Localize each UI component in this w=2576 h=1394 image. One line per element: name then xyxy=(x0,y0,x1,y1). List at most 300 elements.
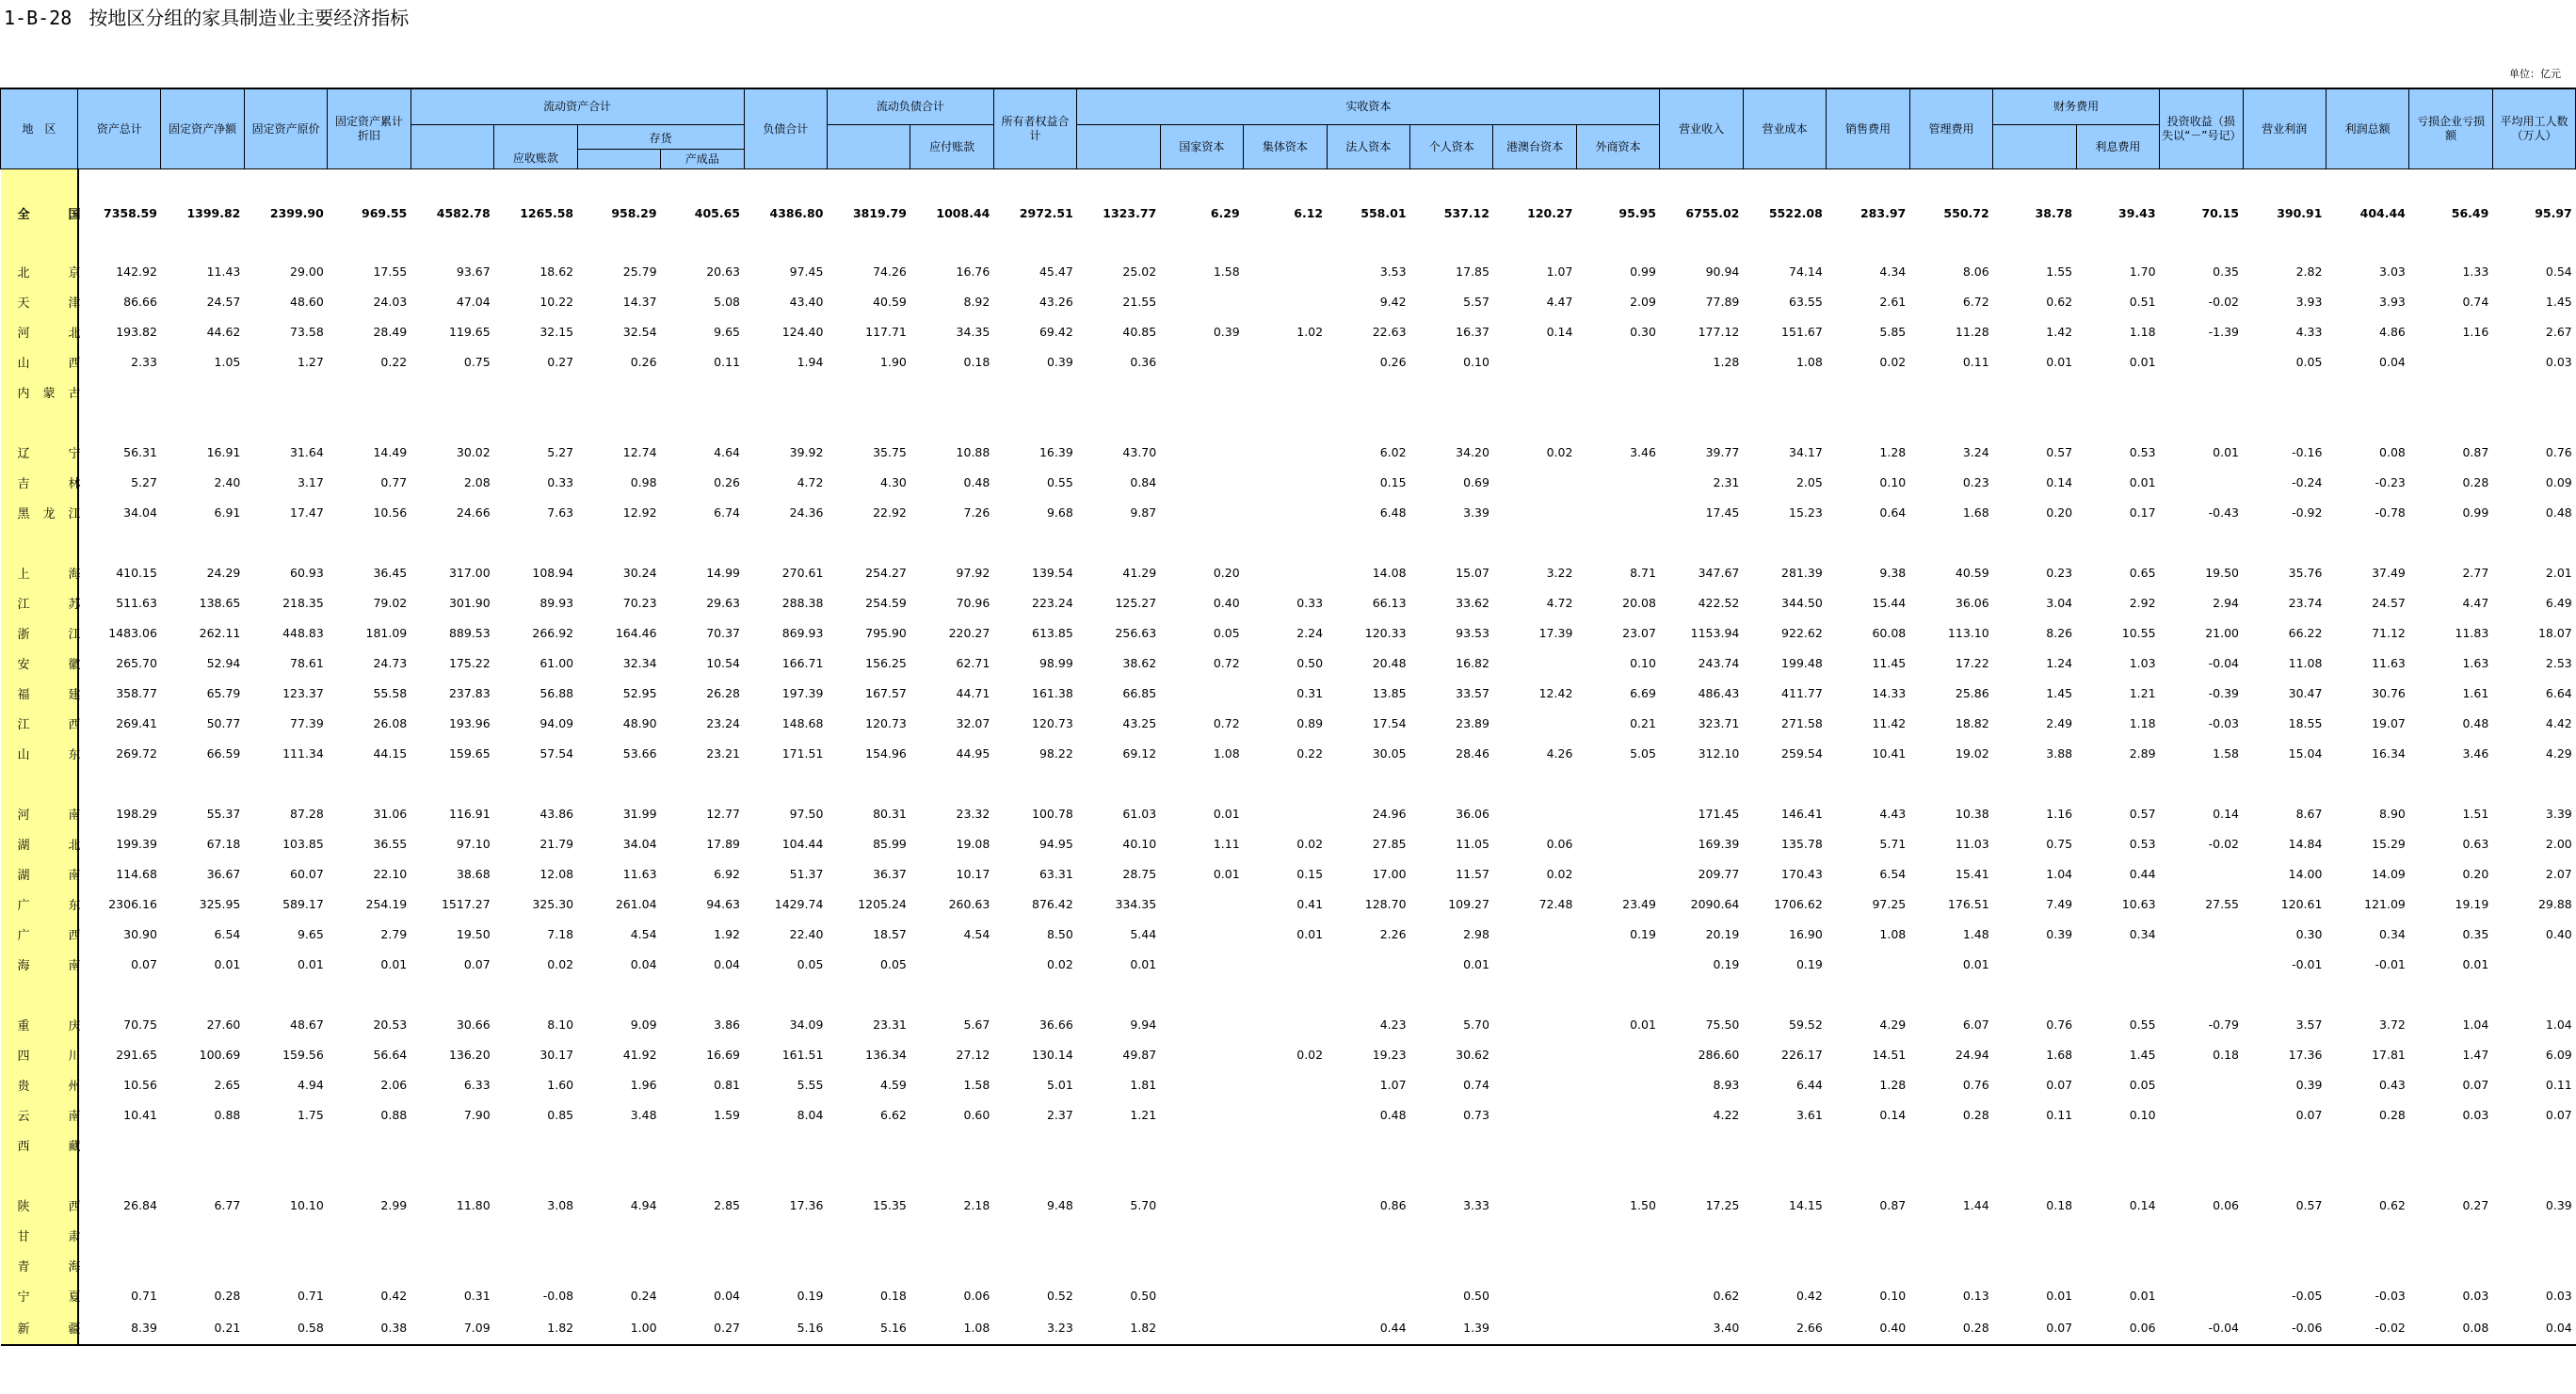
value-cell: 1.81 xyxy=(1130,1077,1157,1092)
region-cell: 河 南 xyxy=(1,798,78,828)
value-cell: 30.76 xyxy=(2372,685,2406,700)
value-cell xyxy=(1410,377,1493,407)
value-cell: 36.45 xyxy=(373,565,408,580)
value-cell: 1483.06 xyxy=(108,625,157,640)
value-cell: 94.95 xyxy=(1038,836,1073,851)
value-cell: 128.70 xyxy=(1364,896,1407,911)
value-cell: -0.01 xyxy=(2292,956,2323,971)
value-cell xyxy=(411,1130,493,1160)
value-cell: 25.79 xyxy=(622,264,657,279)
value-cell xyxy=(2409,377,2492,407)
value-cell xyxy=(1576,798,1660,828)
spacer-cell xyxy=(78,527,2576,557)
value-cell xyxy=(910,1130,993,1160)
value-cell: 2.65 xyxy=(214,1077,241,1092)
value-cell: 87.28 xyxy=(290,806,324,821)
region-cell xyxy=(1,768,78,798)
value-cell xyxy=(1576,1310,1660,1345)
value-cell: 34.35 xyxy=(956,324,990,339)
value-cell: 0.08 xyxy=(2409,1310,2492,1345)
value-cell: 7.90 xyxy=(463,1107,491,1122)
value-cell xyxy=(661,1220,744,1250)
value-cell: 969.55 xyxy=(362,205,408,220)
value-cell xyxy=(1493,1280,1576,1310)
region-cell: 广 西 xyxy=(1,919,78,949)
value-cell: 48.67 xyxy=(290,1017,324,1032)
value-cell xyxy=(744,377,827,407)
value-cell: 0.55 xyxy=(1046,474,1073,489)
value-cell xyxy=(1244,467,1327,497)
value-cell: 2.24 xyxy=(1296,625,1324,640)
value-cell: 7.49 xyxy=(2046,896,2073,911)
value-cell: 6.91 xyxy=(214,505,241,520)
value-cell xyxy=(2160,858,2243,889)
value-cell: 164.46 xyxy=(615,625,657,640)
value-cell xyxy=(1576,1099,1660,1130)
value-cell: 2.82 xyxy=(2295,264,2323,279)
value-cell: 154.96 xyxy=(865,745,907,761)
value-cell: 243.74 xyxy=(1698,655,1740,670)
value-cell: 226.17 xyxy=(1781,1047,1823,1062)
value-cell: 0.34 xyxy=(2379,926,2406,941)
value-cell: 14.09 xyxy=(2372,866,2406,881)
value-cell: 8.71 xyxy=(1630,565,1656,580)
value-cell: 0.52 xyxy=(1046,1288,1073,1303)
value-cell: -0.08 xyxy=(542,1288,574,1303)
value-cell: -0.23 xyxy=(2375,474,2406,489)
value-cell: 2.01 xyxy=(2545,565,2572,580)
value-cell: 17.25 xyxy=(1705,1197,1740,1212)
value-cell: 0.04 xyxy=(714,1288,741,1303)
value-cell xyxy=(1909,1130,1992,1160)
value-cell: 199.39 xyxy=(116,836,157,851)
value-cell: 26.28 xyxy=(706,685,741,700)
header-operating-profit: 营业利润 xyxy=(2243,88,2326,169)
value-cell xyxy=(1660,377,1743,407)
value-cell: 95.97 xyxy=(2535,205,2572,220)
value-cell: 17.54 xyxy=(1372,715,1407,730)
value-cell: 20.08 xyxy=(1622,595,1656,610)
value-cell: 12.92 xyxy=(622,505,657,520)
value-cell: 35.76 xyxy=(2288,565,2323,580)
value-cell xyxy=(2160,1250,2243,1280)
value-cell: 36.37 xyxy=(873,866,907,881)
value-cell: 0.05 xyxy=(2295,354,2323,369)
value-cell: 38.78 xyxy=(2035,205,2073,220)
value-cell: 0.04 xyxy=(630,956,657,971)
header-finance-expenses: 财务费用 xyxy=(1993,88,2160,125)
value-cell: 5.70 xyxy=(1130,1197,1157,1212)
value-cell: 161.38 xyxy=(1032,685,1073,700)
value-cell: 4.29 xyxy=(1879,1017,1907,1032)
value-cell: 3.24 xyxy=(1962,444,1989,459)
value-cell: 0.04 xyxy=(714,956,741,971)
value-cell: 44.62 xyxy=(206,324,241,339)
value-cell: 0.03 xyxy=(2545,1288,2572,1303)
value-cell: 0.55 xyxy=(2129,1017,2156,1032)
value-cell: 17.00 xyxy=(1372,866,1407,881)
value-cell xyxy=(1576,1220,1660,1250)
value-cell: 0.01 xyxy=(2129,474,2156,489)
header-individual-capital: 个人资本 xyxy=(1410,125,1493,169)
value-cell: 0.08 xyxy=(2379,444,2406,459)
value-cell xyxy=(2326,377,2408,407)
header-employees: 平均用工人数（万人） xyxy=(2492,88,2575,169)
value-cell: 1.94 xyxy=(797,354,824,369)
value-cell: 3.39 xyxy=(2545,806,2572,821)
value-cell: 148.68 xyxy=(781,715,824,730)
value-cell: 170.43 xyxy=(1781,866,1823,881)
value-cell: 11.80 xyxy=(456,1197,491,1212)
value-cell: 159.65 xyxy=(448,745,491,761)
value-cell: 18.57 xyxy=(873,926,907,941)
value-cell: 30.24 xyxy=(622,565,657,580)
value-cell: 0.72 xyxy=(1213,655,1240,670)
value-cell: 199.48 xyxy=(1781,655,1823,670)
value-cell: 28.49 xyxy=(373,324,408,339)
value-cell xyxy=(2409,346,2492,377)
header-admin-expenses: 管理费用 xyxy=(1909,88,1992,169)
value-cell: 6.07 xyxy=(1962,1017,1989,1032)
value-cell: 0.58 xyxy=(244,1310,327,1345)
value-cell xyxy=(2492,377,2575,407)
value-cell: 120.33 xyxy=(1364,625,1407,640)
value-cell xyxy=(1244,377,1327,407)
value-cell: 6.29 xyxy=(1210,205,1240,220)
value-cell xyxy=(577,1220,660,1250)
value-cell xyxy=(1827,377,1909,407)
value-cell: 27.55 xyxy=(2205,896,2239,911)
value-cell: 43.25 xyxy=(1122,715,1157,730)
value-cell: 169.39 xyxy=(1698,836,1740,851)
value-cell: 24.36 xyxy=(789,505,824,520)
header-current-liabilities-sub xyxy=(827,125,910,169)
value-cell xyxy=(1160,1220,1243,1250)
value-cell: 0.14 xyxy=(1546,324,1573,339)
value-cell: 1.58 xyxy=(2213,745,2239,761)
value-cell: 0.77 xyxy=(380,474,408,489)
value-cell: 0.99 xyxy=(1630,264,1656,279)
value-cell xyxy=(2160,949,2243,979)
value-cell: 9.65 xyxy=(714,324,741,339)
value-cell: 40.59 xyxy=(873,294,907,309)
table-row xyxy=(1,1250,2576,1280)
value-cell: 2.49 xyxy=(2046,715,2073,730)
value-cell: 43.26 xyxy=(1038,294,1073,309)
value-cell: 0.30 xyxy=(1630,324,1656,339)
value-cell xyxy=(328,377,411,407)
value-cell: 16.39 xyxy=(1038,444,1073,459)
value-cell: 254.59 xyxy=(865,595,907,610)
value-cell: 97.92 xyxy=(956,565,990,580)
value-cell: 34.04 xyxy=(622,836,657,851)
value-cell: 49.87 xyxy=(1122,1047,1157,1062)
value-cell: 0.11 xyxy=(714,354,741,369)
value-cell: 66.59 xyxy=(206,745,241,761)
value-cell: 3.03 xyxy=(2379,264,2406,279)
value-cell: 3.48 xyxy=(630,1107,657,1122)
value-cell: 1.03 xyxy=(2129,655,2156,670)
value-cell xyxy=(161,1220,244,1250)
value-cell: 193.96 xyxy=(448,715,491,730)
value-cell xyxy=(1244,437,1327,467)
value-cell: 22.40 xyxy=(789,926,824,941)
value-cell xyxy=(1576,858,1660,889)
value-cell: 159.56 xyxy=(282,1047,324,1062)
value-cell: 3.08 xyxy=(547,1197,574,1212)
value-cell: 3.46 xyxy=(1630,444,1656,459)
value-cell: 11.05 xyxy=(1456,836,1489,851)
value-cell: 558.01 xyxy=(1360,205,1407,220)
value-cell xyxy=(1493,346,1576,377)
value-cell: 62.71 xyxy=(956,655,990,670)
value-cell: 5.71 xyxy=(1879,836,1907,851)
value-cell: 151.67 xyxy=(1781,324,1823,339)
table-row xyxy=(1,1039,2576,1069)
value-cell xyxy=(1909,377,1992,407)
table-row xyxy=(1,889,2576,919)
value-cell xyxy=(910,1220,993,1250)
value-cell: 1.68 xyxy=(2046,1047,2073,1062)
value-cell: 0.01 xyxy=(2462,956,2489,971)
value-cell: 0.63 xyxy=(2462,836,2489,851)
value-cell xyxy=(494,1220,577,1250)
value-cell: 113.10 xyxy=(1947,625,1989,640)
value-cell: 104.44 xyxy=(781,836,824,851)
value-cell: -0.78 xyxy=(2375,505,2406,520)
value-cell: 283.97 xyxy=(1860,205,1907,220)
value-cell: 19.19 xyxy=(2455,896,2489,911)
value-cell xyxy=(2160,1069,2243,1099)
value-cell: 8.90 xyxy=(2379,806,2406,821)
value-cell xyxy=(1493,949,1576,979)
value-cell xyxy=(910,377,993,407)
value-cell: 4.59 xyxy=(880,1077,907,1092)
value-cell: 0.50 xyxy=(1130,1288,1157,1303)
value-cell: 0.57 xyxy=(2046,444,2073,459)
value-cell xyxy=(328,1250,411,1280)
value-cell: 7.63 xyxy=(547,505,574,520)
value-cell: 0.35 xyxy=(2213,264,2239,279)
value-cell: 0.07 xyxy=(1993,1310,2076,1345)
value-cell: 34.17 xyxy=(1789,444,1823,459)
value-cell: 21.00 xyxy=(2205,625,2239,640)
value-cell xyxy=(1160,949,1243,979)
value-cell xyxy=(1493,919,1576,949)
value-cell: 29.63 xyxy=(706,595,741,610)
spacer-cell xyxy=(78,407,2576,437)
region-cell: 北 京 xyxy=(1,256,78,286)
value-cell xyxy=(2243,377,2326,407)
value-cell: 3.61 xyxy=(1795,1107,1823,1122)
value-cell: 0.48 xyxy=(2462,715,2489,730)
value-cell: 1399.82 xyxy=(186,205,241,220)
value-cell: 3.04 xyxy=(2046,595,2073,610)
value-cell: 10.17 xyxy=(956,866,990,881)
value-cell: 120.73 xyxy=(865,715,907,730)
value-cell: 223.24 xyxy=(1032,595,1073,610)
header-current-assets: 流动资产合计 xyxy=(411,88,744,125)
table-row xyxy=(1,828,2576,858)
value-cell: 19.50 xyxy=(456,926,491,941)
value-cell xyxy=(1993,377,2076,407)
value-cell: 11.45 xyxy=(1872,655,1907,670)
value-cell: 301.90 xyxy=(448,595,491,610)
header-inventory-sub xyxy=(577,150,660,169)
table-row xyxy=(1,286,2576,316)
header-finished-goods: 产成品 xyxy=(661,150,744,169)
value-cell: 6755.02 xyxy=(1685,205,1740,220)
value-cell: 0.01 xyxy=(2213,444,2239,459)
value-cell: 0.51 xyxy=(2129,294,2156,309)
region-cell: 江 西 xyxy=(1,708,78,738)
value-cell: 30.66 xyxy=(456,1017,491,1032)
value-cell: 266.92 xyxy=(532,625,574,640)
value-cell: 167.57 xyxy=(865,685,907,700)
value-cell: 74.14 xyxy=(1789,264,1823,279)
value-cell: 1.07 xyxy=(1546,264,1573,279)
value-cell: 22.10 xyxy=(373,866,408,881)
value-cell: 19.50 xyxy=(2205,565,2239,580)
header-legal-capital: 法人资本 xyxy=(1327,125,1409,169)
value-cell: 56.64 xyxy=(373,1047,408,1062)
value-cell: 1.63 xyxy=(2462,655,2489,670)
value-cell: 23.07 xyxy=(1622,625,1656,640)
value-cell: 98.99 xyxy=(1038,655,1073,670)
region-cell: 全 国 xyxy=(1,169,78,257)
value-cell: 260.63 xyxy=(948,896,990,911)
value-cell: 14.00 xyxy=(2288,866,2323,881)
value-cell xyxy=(2243,1250,2326,1280)
value-cell: 869.93 xyxy=(781,625,824,640)
value-cell: 20.48 xyxy=(1372,655,1407,670)
value-cell: 103.85 xyxy=(282,836,324,851)
value-cell xyxy=(2409,1220,2492,1250)
value-cell: 193.82 xyxy=(116,324,157,339)
table-row xyxy=(1,949,2576,979)
value-cell: 10.41 xyxy=(123,1107,157,1122)
region-cell: 天 津 xyxy=(1,286,78,316)
value-cell: 4.54 xyxy=(963,926,990,941)
region-cell: 浙 江 xyxy=(1,617,78,648)
value-cell xyxy=(1327,1280,1409,1310)
value-cell: 0.85 xyxy=(547,1107,574,1122)
value-cell: 136.34 xyxy=(865,1047,907,1062)
value-cell: 4.29 xyxy=(2545,745,2572,761)
value-cell: 10.10 xyxy=(290,1197,324,1212)
value-cell: 4.34 xyxy=(1879,264,1907,279)
value-cell xyxy=(827,377,910,407)
table-row xyxy=(1,1069,2576,1099)
value-cell: 0.48 xyxy=(2545,505,2572,520)
value-cell xyxy=(1493,798,1576,828)
value-cell: 0.86 xyxy=(1379,1197,1407,1212)
value-cell: 55.37 xyxy=(206,806,241,821)
value-cell: 0.15 xyxy=(1379,474,1407,489)
value-cell xyxy=(1410,1130,1493,1160)
value-cell: 6.02 xyxy=(1379,444,1407,459)
value-cell: 6.54 xyxy=(1879,866,1907,881)
value-cell xyxy=(993,1250,1076,1280)
value-cell: 70.75 xyxy=(123,1017,157,1032)
value-cell xyxy=(1576,377,1660,407)
value-cell: 2.08 xyxy=(463,474,491,489)
value-cell: -0.01 xyxy=(2375,956,2406,971)
value-cell: 0.01 xyxy=(1213,806,1240,821)
region-cell: 辽 宁 xyxy=(1,437,78,467)
table-title: 按地区分组的家具制造业主要经济指标 xyxy=(89,7,410,29)
value-cell xyxy=(577,1130,660,1160)
value-cell: 237.83 xyxy=(448,685,491,700)
value-cell: 2.33 xyxy=(131,354,157,369)
value-cell: 6.44 xyxy=(1795,1077,1823,1092)
value-cell: 181.09 xyxy=(365,625,408,640)
value-cell xyxy=(1327,1220,1409,1250)
value-cell: 120.27 xyxy=(1527,205,1573,220)
value-cell: 1.27 xyxy=(297,354,324,369)
value-cell: 34.04 xyxy=(123,505,157,520)
value-cell: 4.64 xyxy=(714,444,741,459)
value-cell: 8.50 xyxy=(1046,926,1073,941)
value-cell: 10.54 xyxy=(706,655,741,670)
value-cell: 1.28 xyxy=(1713,354,1740,369)
value-cell xyxy=(1576,467,1660,497)
value-cell xyxy=(1244,1009,1327,1039)
value-cell: 24.29 xyxy=(206,565,241,580)
value-cell: 12.77 xyxy=(706,806,741,821)
header-current-liabilities: 流动负债合计 xyxy=(827,88,993,125)
value-cell: 10.56 xyxy=(373,505,408,520)
value-cell: 9.68 xyxy=(1046,505,1073,520)
value-cell xyxy=(1077,1250,1160,1280)
value-cell: 209.77 xyxy=(1698,866,1740,881)
value-cell: 12.08 xyxy=(539,866,574,881)
value-cell: 1.05 xyxy=(214,354,241,369)
value-cell: 8.26 xyxy=(2046,625,2073,640)
value-cell: 53.66 xyxy=(622,745,657,761)
value-cell: 0.28 xyxy=(2379,1107,2406,1122)
value-cell: 0.01 xyxy=(297,956,324,971)
value-cell: 4.54 xyxy=(630,926,657,941)
value-cell: -0.02 xyxy=(2208,294,2239,309)
value-cell: 2.00 xyxy=(2545,836,2572,851)
value-cell xyxy=(577,1250,660,1280)
value-cell: 0.18 xyxy=(2213,1047,2239,1062)
value-cell xyxy=(1160,1039,1243,1069)
value-cell: 18.82 xyxy=(1955,715,1989,730)
value-cell: 2.26 xyxy=(1379,926,1407,941)
value-cell: 11.28 xyxy=(1955,324,1989,339)
value-cell: 261.04 xyxy=(615,896,657,911)
value-cell xyxy=(1244,1190,1327,1220)
value-cell: 124.40 xyxy=(781,324,824,339)
value-cell: 69.42 xyxy=(1038,324,1073,339)
value-cell xyxy=(1493,1220,1576,1250)
value-cell xyxy=(1160,1069,1243,1099)
value-cell xyxy=(1160,678,1243,708)
value-cell xyxy=(1493,467,1576,497)
header-state-capital: 国家资本 xyxy=(1160,125,1243,169)
value-cell: 0.10 xyxy=(2129,1107,2156,1122)
value-cell: 26.84 xyxy=(123,1197,157,1212)
value-cell: 26.08 xyxy=(373,715,408,730)
value-cell xyxy=(2160,1099,2243,1130)
value-cell: 2.61 xyxy=(1879,294,1907,309)
value-cell xyxy=(1576,1069,1660,1099)
value-cell: 0.35 xyxy=(2462,926,2489,941)
value-cell xyxy=(1244,949,1327,979)
value-cell: 0.17 xyxy=(2129,505,2156,520)
